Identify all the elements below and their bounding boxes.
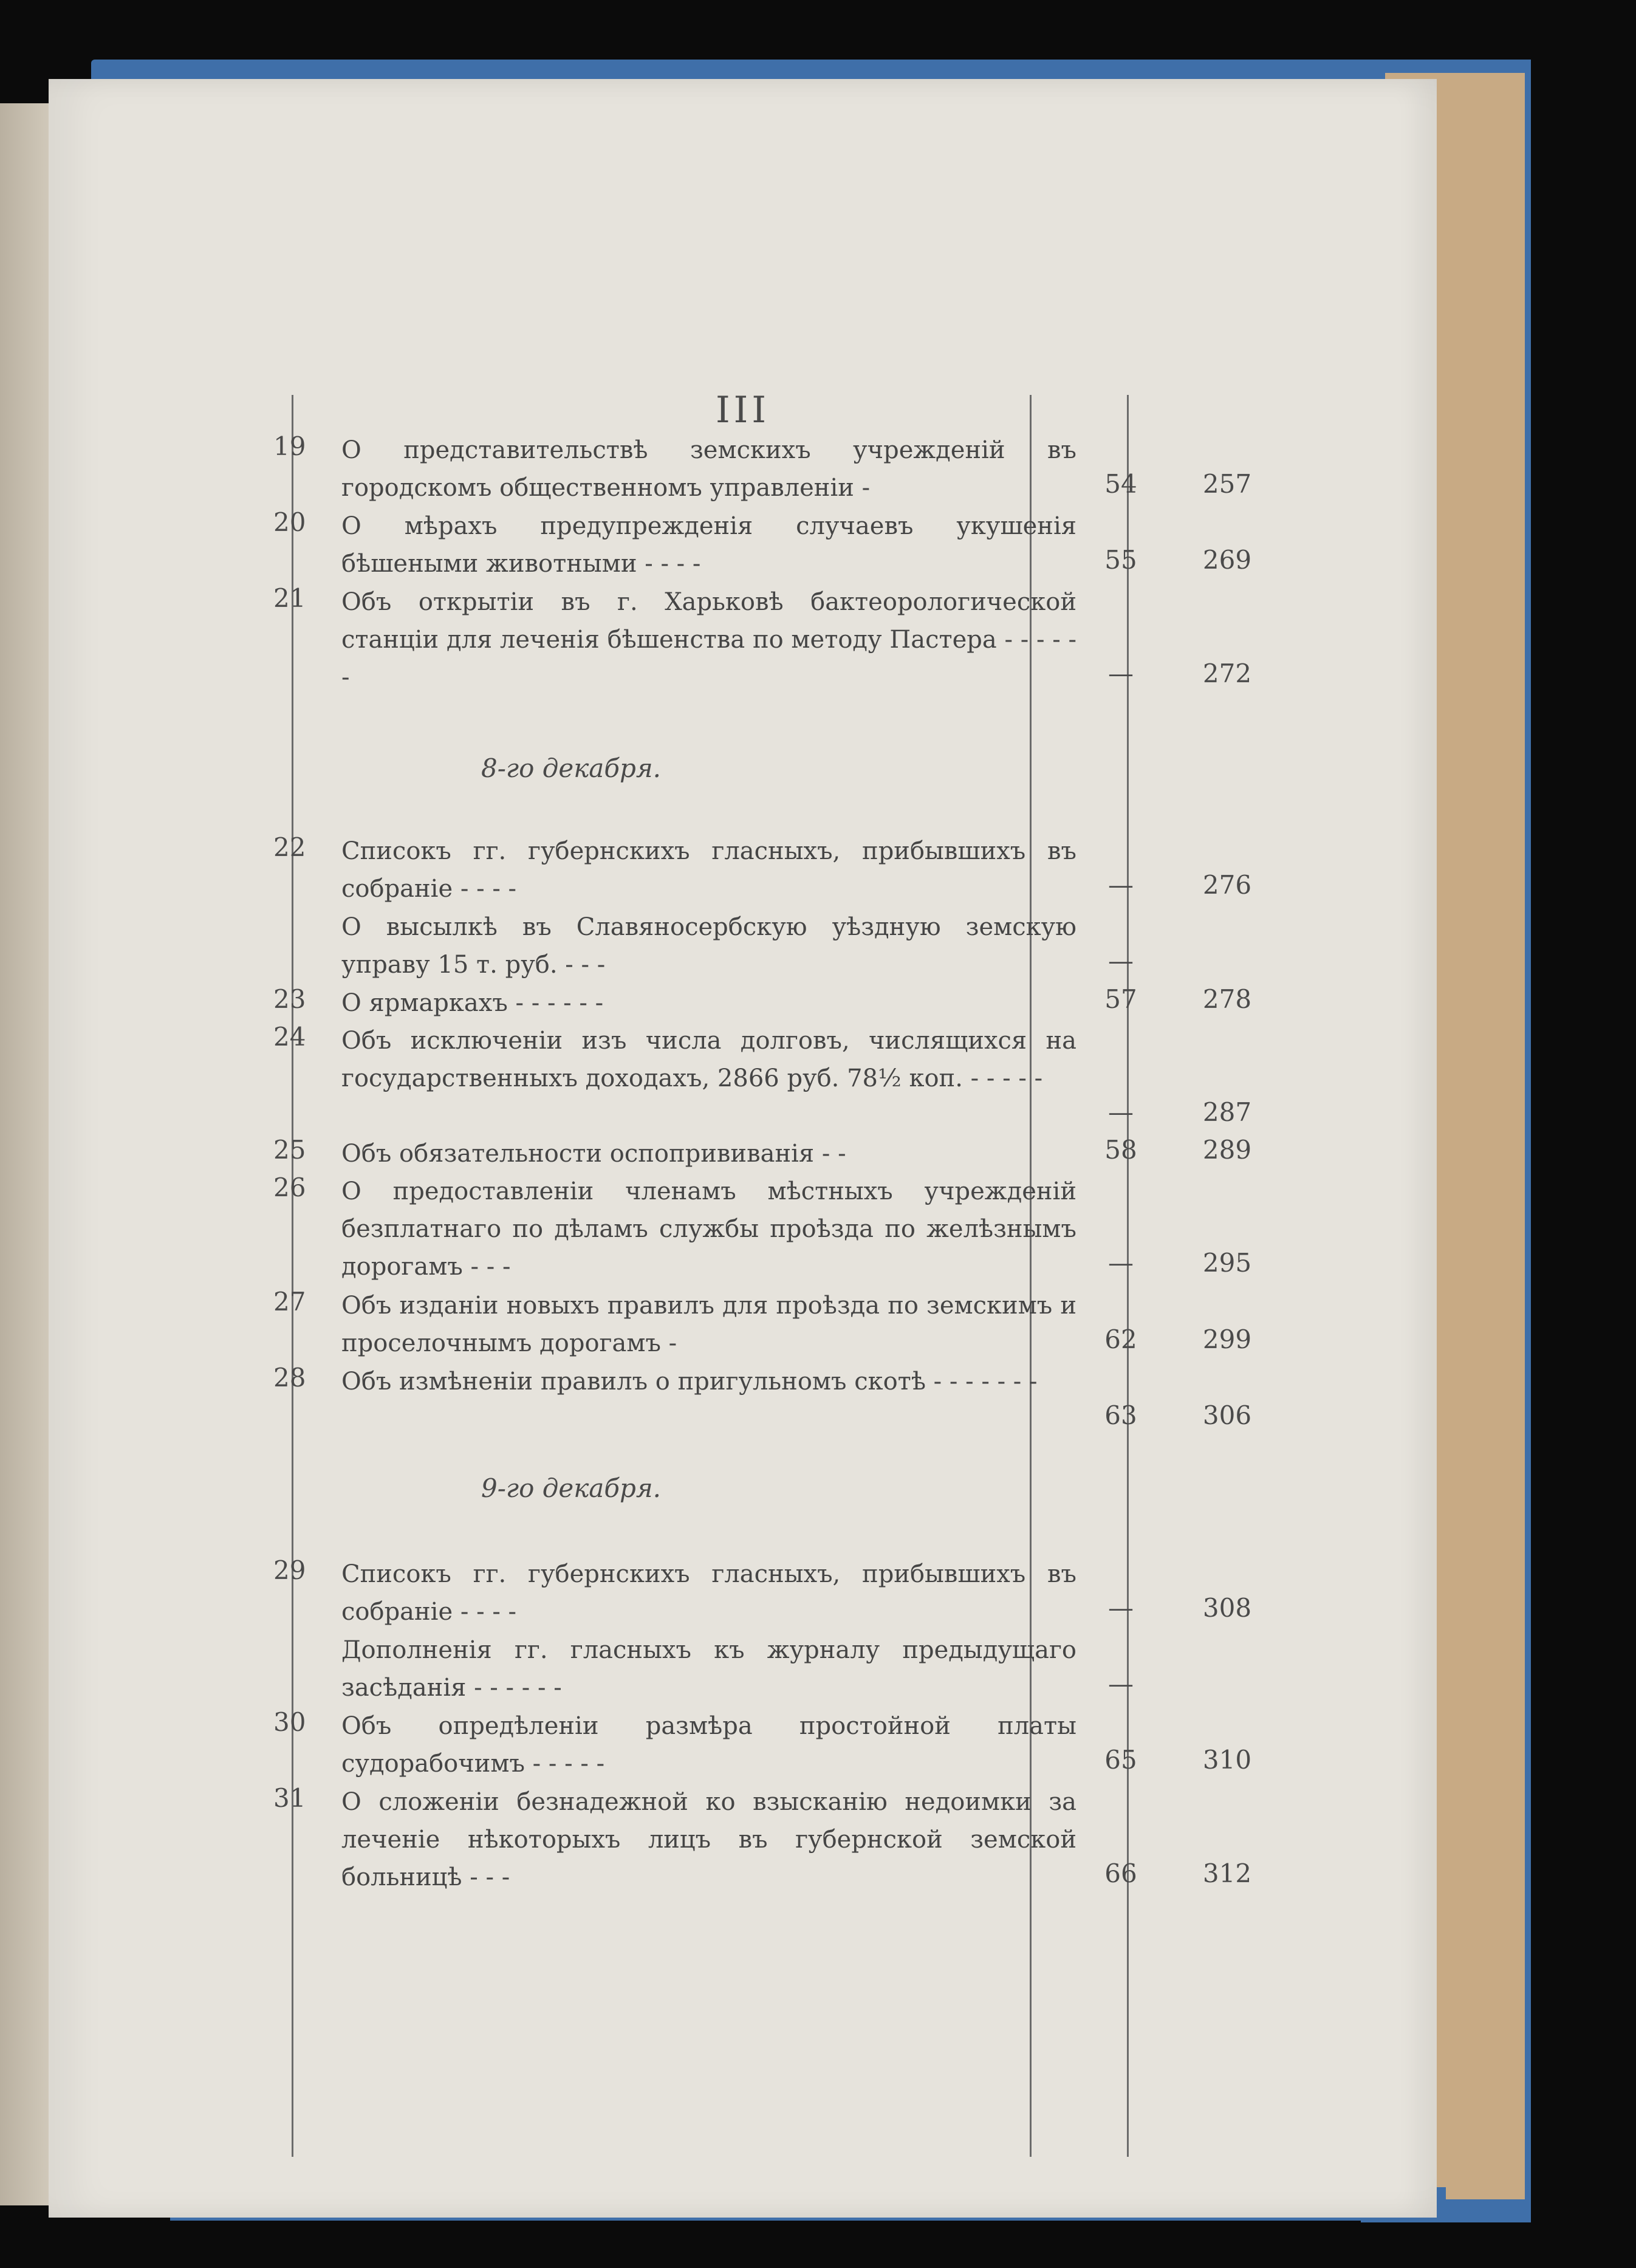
entry-page-2: 276 xyxy=(1202,870,1252,900)
entry-page-2: 308 xyxy=(1202,1593,1252,1623)
entry-page-1: — xyxy=(1108,870,1134,900)
entry-page-2: 295 xyxy=(1202,1248,1252,1278)
entry-page-1: 55 xyxy=(1104,545,1137,575)
entry-title: О высылкѣ въ Славяносербскую уѣздную земскую управу 15 т. руб. - - - xyxy=(341,913,1076,979)
entry-title: О сложеніи безнадежной ко взысканію недоимки за леченіе нѣкоторыхъ лицъ въ губернской земской больницѣ - - - xyxy=(341,1788,1076,1891)
entry-page-2: 299 xyxy=(1202,1324,1252,1354)
page-number: III xyxy=(715,389,770,431)
section-date: 8-го декабря. xyxy=(481,753,662,783)
entry-title: Объ исключеніи изъ числа долговъ, числящихся на государственныхъ доходахъ, 2866 руб. 78½ коп. - - - - - xyxy=(341,1027,1076,1092)
entry-page-2: 306 xyxy=(1202,1400,1252,1430)
entry-page-2: 289 xyxy=(1202,1135,1252,1165)
entry-title: Списокъ гг. губернскихъ гласныхъ, прибывшихъ въ собраніе - - - - xyxy=(341,1560,1076,1626)
entry-page-2: 269 xyxy=(1202,545,1252,575)
entry-number: 30 xyxy=(273,1707,306,1737)
entry-page-1: 63 xyxy=(1104,1400,1137,1430)
entry-title: Объ измѣненіи правилъ о пригульномъ скотѣ - - - - - - - xyxy=(341,1368,1038,1396)
entry-page-1: — xyxy=(1108,659,1134,688)
entry-title: О ярмаркахъ - - - - - - xyxy=(341,989,604,1017)
entry-title: О мѣрахъ предупрежденія случаевъ укушенія бѣшеными животными - - - - xyxy=(341,512,1076,578)
entry-page-1: 62 xyxy=(1104,1324,1137,1354)
section-date: 9-го декабря. xyxy=(481,1473,662,1503)
entry-title: Объ обязательности оспопрививанія - - xyxy=(341,1140,846,1168)
entry-title: Дополненія гг. гласныхъ къ журналу предыдущаго засѣданія - - - - - - xyxy=(341,1636,1076,1702)
entry-number: 21 xyxy=(273,583,306,613)
entry-number: 29 xyxy=(273,1555,306,1585)
entry-page-1: 65 xyxy=(1104,1745,1137,1775)
entry-page-1: 58 xyxy=(1104,1135,1137,1165)
entry-title: Списокъ гг. губернскихъ гласныхъ, прибывшихъ въ собраніе - - - - xyxy=(341,837,1076,903)
entry-number: 25 xyxy=(273,1135,306,1165)
entry-page-1: — xyxy=(1108,1248,1134,1278)
entry-page-2: 257 xyxy=(1202,469,1252,499)
entry-number: 31 xyxy=(273,1783,306,1813)
entry-page-2: 287 xyxy=(1202,1097,1252,1127)
entry-page-2: 310 xyxy=(1202,1745,1252,1775)
entry-number: 24 xyxy=(273,1022,306,1052)
entry-page-2: 272 xyxy=(1202,659,1252,688)
entry-number: 20 xyxy=(273,507,306,537)
entry-number: 27 xyxy=(273,1287,306,1317)
entry-page-2: 278 xyxy=(1202,984,1252,1014)
entry-title: О предоставленіи членамъ мѣстныхъ учрежденій безплатнаго по дѣламъ службы проѣзда по желѣзнымъ дорогамъ - - - xyxy=(341,1177,1076,1281)
entry-number: 26 xyxy=(273,1173,306,1202)
entry-title: О представительствѣ земскихъ учрежденій въ городскомъ общественномъ управленіи - xyxy=(341,436,1076,502)
entry-number: 23 xyxy=(273,984,306,1014)
entry-number: 19 xyxy=(273,431,306,461)
entry-title: Объ опредѣленіи размѣра простойной платы судорабочимъ - - - - - xyxy=(341,1712,1076,1778)
entry-page-1: — xyxy=(1108,946,1134,976)
entry-number: 28 xyxy=(273,1363,306,1393)
entry-page-1: 54 xyxy=(1104,469,1137,499)
entry-page-1: 66 xyxy=(1104,1859,1137,1888)
column-divider-left xyxy=(292,395,293,2157)
entry-title: Объ открытіи въ г. Харьковѣ бактеорологической станціи для леченія бѣшенства по методу Пастера - - - - - - xyxy=(341,588,1076,691)
entry-page-2: 312 xyxy=(1202,1859,1252,1888)
entry-page-1: — xyxy=(1108,1097,1134,1127)
entry-title: Объ изданіи новыхъ правилъ для проѣзда по земскимъ и проселочнымъ дорогамъ - xyxy=(341,1292,1076,1357)
entry-number: 22 xyxy=(273,832,306,862)
entry-page-1: — xyxy=(1108,1593,1134,1623)
entry-page-1: — xyxy=(1108,1669,1134,1699)
entry-page-1: 57 xyxy=(1104,984,1137,1014)
document-page xyxy=(49,79,1437,2218)
